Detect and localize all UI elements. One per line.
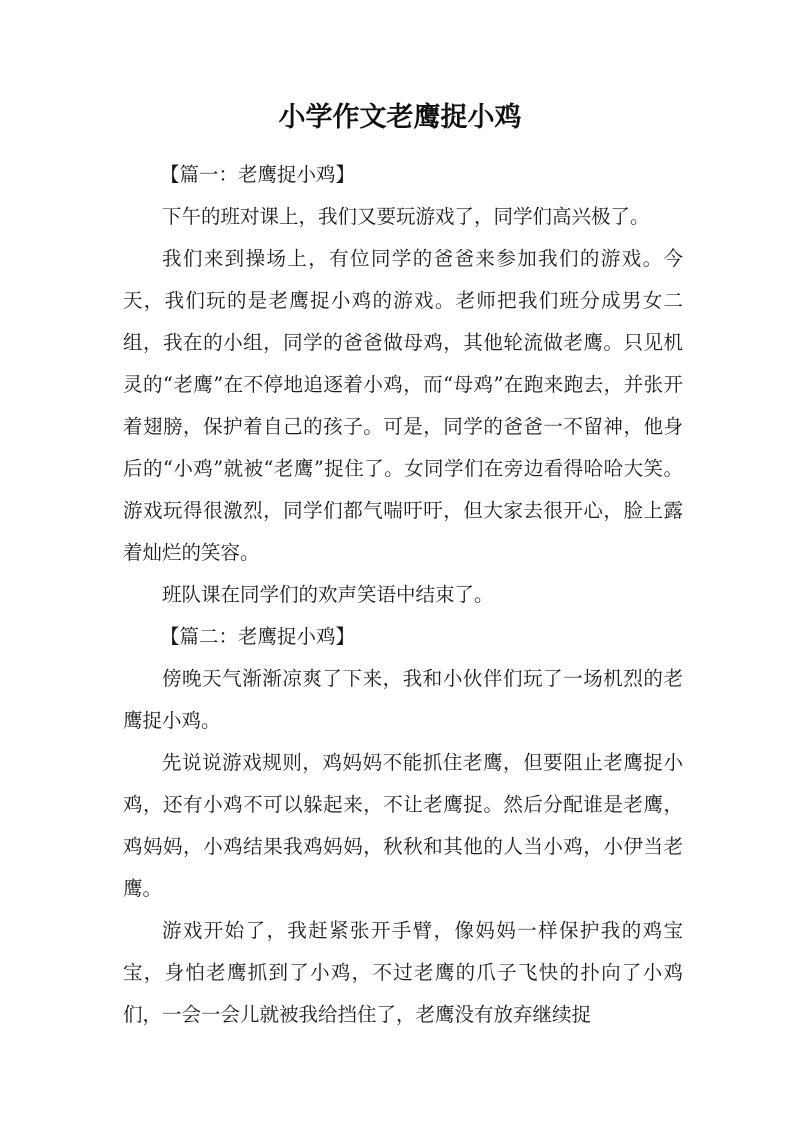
section-heading-2: 【篇二：老鹰捉小鸡】 — [160, 625, 356, 648]
paragraph: 下午的班对课上，我们又要玩游戏了，同学们高兴极了。 — [162, 205, 650, 228]
paragraph: 傍晚天气渐渐凉爽了下来，我和小伙伴们玩了一场机烈的老鹰捉小鸡。 — [123, 667, 683, 732]
paragraph: 游戏开始了，我赶紧张开手臂，像妈妈一样保护我的鸡宝宝，身怕老鹰抓到了小鸡，不过老鹰的爪子飞快的扑向了小鸡们，一会一会儿就被我给挡住了，老鹰没有放弃继续捉 — [123, 919, 683, 1026]
document-title: 小学作文老鹰捉小鸡 — [278, 102, 522, 133]
section-heading-1: 【篇一：老鹰捉小鸡】 — [160, 163, 356, 186]
document-body — [123, 154, 683, 1036]
paragraph: 先说说游戏规则，鸡妈妈不能抓住老鹰，但要阻止老鹰捉小鸡，还有小鸡不可以躲起来，不让老鹰捉。然后分配谁是老鹰，鸡妈妈，小鸡结果我鸡妈妈，秋秋和其他的人当小鸡，小伊当老鹰。 — [123, 751, 683, 900]
paragraph: 我们来到操场上，有位同学的爸爸来参加我们的游戏。今天，我们玩的是老鹰捉小鸡的游戏。老师把我们班分成男女二组，我在的小组，同学的爸爸做母鸡，其他轮流做老鹰。只见机灵的“老鹰”在不停地追逐着小鸡，而“母鸡”在跑来跑去，并张开着翅膀，保护着自己的孩子。可是，同学的爸爸一不留神，他身后的“小鸡”就被“老鹰”捉住了。女同学们在旁边看得哈哈大笑。游戏玩得很激烈，同学们都气喘吁吁，但大家去很开心，脸上露着灿烂的笑容。 — [123, 247, 683, 564]
paragraph: 班队课在同学们的欢声笑语中结束了。 — [162, 583, 494, 606]
